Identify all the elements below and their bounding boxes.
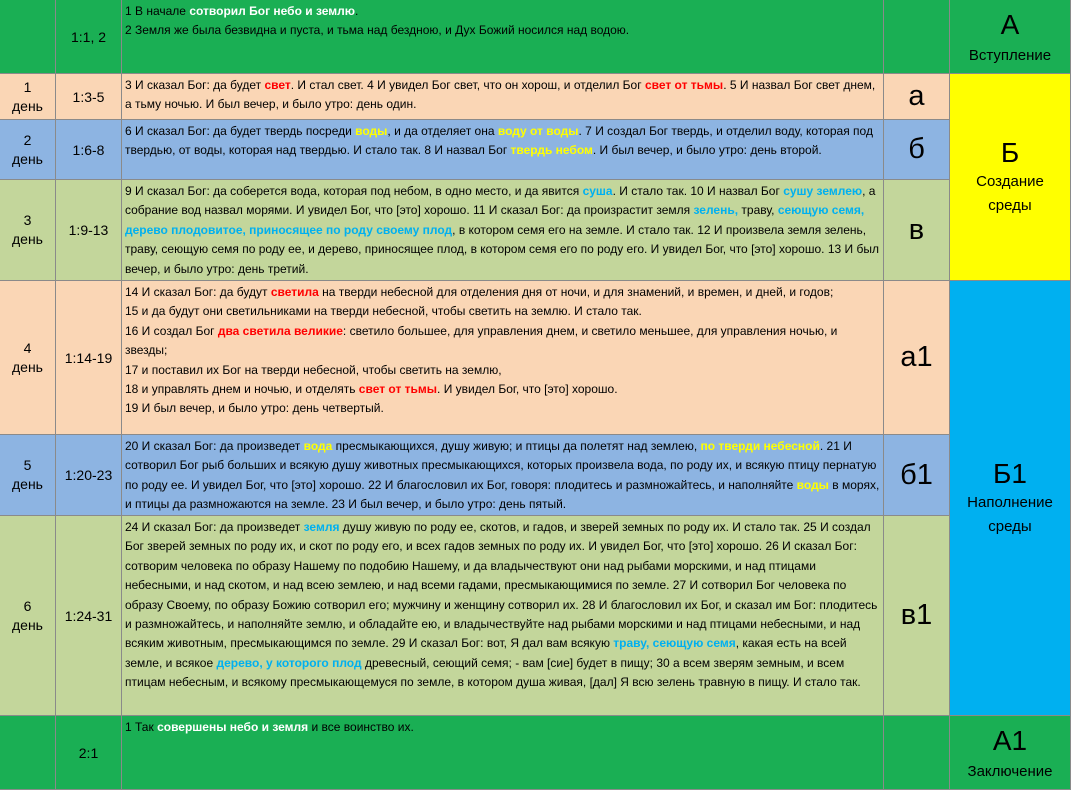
- section-intro[interactable]: [950, 0, 1071, 74]
- verse-text: в морях, и птицы да размножаются на земле. 23 И был вечер, и было утро: день пятый.: [125, 477, 880, 512]
- verse-text: 15 и да будут они светильниками на тверди небесной, чтобы светить на землю. И стало так.: [125, 304, 642, 319]
- verse-text: . 5 И назвал Бог свет днем, а тьму ночью. И был вечер, и было утро: день один.: [125, 78, 876, 112]
- verse-text: , в котором семя его на земле. И стало так. 12 И произвела земля зелень, траву, сеющую семя по роду ее, и дерево, приносящее плод, в котором семя его по роду его. И увидел Бог, что [это] хорошо. 13 И был вечер, и было утро: день третий.: [125, 222, 879, 276]
- highlighted-phrase: сушу землею: [783, 184, 863, 198]
- verse-text: , какая есть на всей земле, и всякое: [125, 636, 847, 670]
- highlighted-phrase: два светила великие: [217, 323, 343, 338]
- verse-text: : светило большее, для управления днем, и светило меньшее, для управления ночью, и звезды;: [125, 323, 838, 358]
- ref-cell-2[interactable]: 1:6-8: [56, 120, 122, 180]
- section-filling[interactable]: [950, 281, 1071, 716]
- verse-text: 3 И сказал Бог: да будет: [125, 78, 265, 92]
- highlighted-phrase: дерево, у которого плод: [216, 655, 362, 670]
- letter-cell-3[interactable]: в: [884, 180, 950, 281]
- section-creation-label: Создание среды: [976, 173, 1044, 214]
- verse-text: и все воинство их.: [308, 720, 414, 734]
- day-cell-1[interactable]: 1 день: [0, 74, 56, 120]
- verse-text: 20 И сказал Бог: да произведет: [125, 439, 304, 453]
- verse-text: . И был вечер, и было утро: день второй.: [592, 143, 822, 158]
- letter-cell-conclusion[interactable]: [884, 716, 950, 790]
- verse-text: 24 И сказал Бог: да произведет: [125, 520, 304, 534]
- highlighted-phrase: свет от тьмы: [644, 78, 724, 92]
- day-cell-3[interactable]: 3 день: [0, 180, 56, 281]
- highlighted-phrase: вода: [303, 439, 333, 453]
- day-cell-intro[interactable]: [0, 0, 56, 74]
- text-cell-2[interactable]: [122, 120, 884, 180]
- highlighted-phrase: твердь небом: [510, 143, 593, 158]
- text-cell-conclusion[interactable]: [122, 716, 884, 790]
- text-cell-5[interactable]: [122, 435, 884, 516]
- day-cell-2[interactable]: 2 день: [0, 120, 56, 180]
- letter-cell-4[interactable]: а1: [884, 281, 950, 435]
- verse-text: , и да отделяет она: [387, 124, 498, 138]
- ref-cell-conclusion[interactable]: 2:1: [56, 716, 122, 790]
- verse-text: душу живую по роду ее, скотов, и гадов, и зверей земных по роду их. И стало так. 25 И создал Бог зверей земных по роду их, и скот по роду его, и всех гадов земных по роду их. И увидел Бог, что [это] хорошо. 26 И сказал Бог: сотворим человека по образу Нашему по подобию Нашему, и да владычествуют они над рыбами морскими, и над птицами небесными, и над скотом, и над всею землею, и над всеми гадами, пресмыкающимися по земле. 27 И сотворил Бог человека по образу Своему, по образу Божию сотворил его; мужчину и женщину сотворил их. 28 И благословил их Бог, и сказал им Бог: плодитесь и размножайтесь, и наполняйте землю, и обладайте ею, и владычествуйте над рыбами морскими и над птицами небесными, и над всяким животным, пресмыкающимся по земле. 29 И сказал Бог: вот, Я дал вам всякую: [125, 520, 878, 651]
- section-intro-label: Вступление: [968, 47, 1052, 64]
- highlighted-phrase: совершены небо и земля: [157, 720, 309, 734]
- highlighted-phrase: по тверди небесной: [700, 439, 820, 453]
- verse-text: 16 И создал Бог: [125, 323, 218, 338]
- verse-text: траву,: [738, 203, 778, 218]
- highlighted-phrase: свет: [264, 78, 291, 92]
- text-cell-1[interactable]: [122, 74, 884, 120]
- verse-text: , а собрание вод назвал морями. И увидел Бог, что [это] хорошо. 11 И сказал Бог: да произрастит земля: [125, 184, 876, 218]
- verse-text: 1 В начале: [125, 4, 190, 18]
- highlighted-phrase: зелень,: [693, 203, 739, 218]
- letter-cell-1[interactable]: а: [884, 74, 950, 120]
- letter-cell-6[interactable]: в1: [884, 516, 950, 716]
- text-cell-intro[interactable]: [122, 0, 884, 74]
- verse-text: 6 И сказал Бог: да будет твердь посреди: [125, 124, 356, 138]
- highlighted-phrase: воды: [355, 124, 388, 138]
- day-cell-5[interactable]: 5 день: [0, 435, 56, 516]
- section-filling-letter: Б1: [993, 458, 1027, 489]
- section-creation-letter: Б: [1000, 137, 1020, 168]
- verse-text: 17 и поставил их Бог на тверди небесной, чтобы светить на землю,: [125, 362, 502, 377]
- ref-cell-6[interactable]: 1:24-31: [56, 516, 122, 716]
- verse-text: 14 И сказал Бог: да будут: [125, 285, 271, 299]
- verse-text: 9 И сказал Бог: да соберется вода, которая под небом, в одно место, и да явится: [125, 184, 583, 198]
- highlighted-phrase: воду от воды: [497, 124, 579, 138]
- text-cell-4[interactable]: [122, 281, 884, 435]
- verse-text: 1 Так: [125, 720, 158, 734]
- verse-text: пресмыкающихся, душу живую; и птицы да полетят над землею,: [332, 439, 701, 453]
- verse-text: древесный, сеющий семя; - вам [сие] будет в пищу; 30 а всем зверям земным, и всем птицам небесным, и всякому пресмыкающемуся по земле, в котором душа живая, [дал] Я всю зелень травную в пищу. И стало так.: [125, 655, 861, 690]
- section-intro-letter: А: [1000, 9, 1020, 40]
- verse-text: . И увидел Бог, что [это] хорошо.: [437, 382, 618, 397]
- verse-text: . И стало так. 10 И назвал Бог: [612, 184, 784, 198]
- ref-cell-5[interactable]: 1:20-23: [56, 435, 122, 516]
- ref-cell-3[interactable]: 1:9-13: [56, 180, 122, 281]
- ref-cell-4[interactable]: 1:14-19: [56, 281, 122, 435]
- highlighted-phrase: траву, сеющую семя: [613, 636, 736, 651]
- highlighted-phrase: свет от тьмы: [358, 382, 438, 397]
- text-cell-3[interactable]: [122, 180, 884, 281]
- highlighted-phrase: воды: [796, 477, 829, 492]
- highlighted-phrase: светила: [270, 285, 319, 299]
- day-cell-conclusion[interactable]: [0, 716, 56, 790]
- text-cell-6[interactable]: [122, 516, 884, 716]
- verse-text: 2 Земля же была безвидна и пуста, и тьма над бездною, и Дух Божий носился над водою.: [125, 23, 630, 38]
- ref-cell-intro[interactable]: 1:1, 2: [56, 0, 122, 74]
- verse-text: на тверди небесной для отделения дня от ночи, и для знамений, и времен, и дней, и годов;: [318, 285, 834, 299]
- verse-text: 19 И был вечер, и было утро: день четвертый.: [125, 401, 384, 416]
- day-cell-4[interactable]: 4 день: [0, 281, 56, 435]
- verse-text: 18 и управлять днем и ночью, и отделять: [125, 382, 359, 397]
- verse-text: . И стал свет. 4 И увидел Бог свет, что он хорош, и отделил Бог: [290, 78, 645, 92]
- section-conclusion-letter: А1: [992, 725, 1028, 756]
- letter-cell-intro[interactable]: [884, 0, 950, 74]
- day-cell-6[interactable]: 6 день: [0, 516, 56, 716]
- letter-cell-5[interactable]: б1: [884, 435, 950, 516]
- section-conclusion-label: Заключение: [967, 763, 1053, 780]
- highlighted-phrase: сотворил Бог небо и землю: [189, 4, 356, 18]
- letter-cell-2[interactable]: б: [884, 120, 950, 180]
- verse-text: .: [355, 4, 359, 18]
- section-conclusion[interactable]: [950, 716, 1071, 790]
- highlighted-phrase: земля: [303, 520, 340, 534]
- ref-cell-1[interactable]: 1:3-5: [56, 74, 122, 120]
- verse-text: . 21 И сотворил Бог рыб больших и всякую душу животных пресмыкающихся, которых произвела вода, по роду их, и всякую птицу пернатую по роду ее. И увидел Бог, что [это] хорошо. 22 И благословил их Бог, говоря: плодитесь и размножайтесь, и наполняйте: [125, 439, 877, 492]
- section-creation[interactable]: [950, 74, 1071, 281]
- verse-text: . 7 И создал Бог твердь, и отделил воду, которая под твердью, от воды, которая над твердью. И стало так. 8 И назвал Бог: [125, 124, 873, 158]
- highlighted-phrase: сеющую семя, дерево плодовитое, приносящее по роду своему плод: [125, 203, 865, 237]
- highlighted-phrase: суша: [582, 184, 613, 198]
- section-filling-label: Наполнение среды: [967, 494, 1053, 535]
